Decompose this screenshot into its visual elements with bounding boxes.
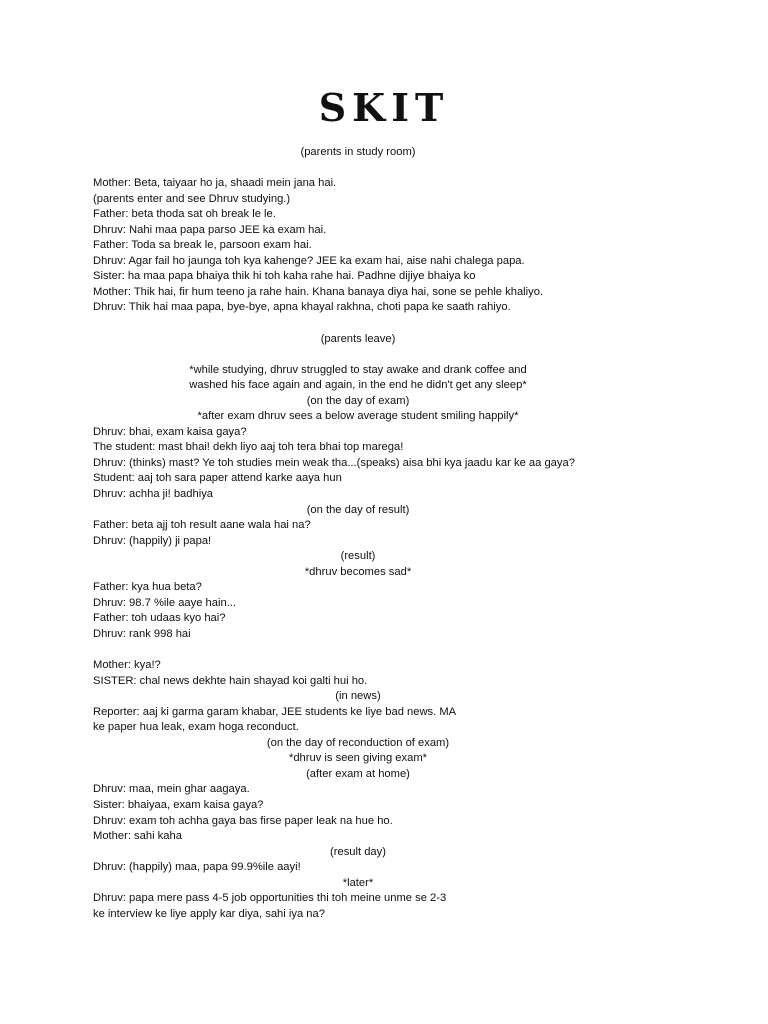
- script-line: Mother: sahi kaha: [93, 830, 182, 843]
- script-line: (on the day of result): [306, 503, 410, 516]
- script-line: Dhruv: Thik hai maa papa, bye-bye, apna khayal rakhna, choti papa ke saath rahiyo.: [93, 301, 511, 314]
- script-line: Father: kya hua beta?: [93, 581, 202, 594]
- script-line: Father: beta thoda sat oh break le le.: [93, 208, 276, 221]
- script-line: Dhruv: 98.7 %ile aaye hain...: [93, 596, 237, 609]
- script-line: *after exam dhruv sees a below average student smiling happily*: [197, 410, 519, 423]
- script-body: [93, 145, 623, 922]
- script-line: Dhruv: (thinks) mast? Ye toh studies mein weak tha...(speaks) aisa bhi kya jaadu kar ke aa gaya?: [93, 456, 575, 469]
- script-line: (on the day of exam): [306, 394, 410, 407]
- script-line: *dhruv is seen giving exam*: [288, 752, 428, 765]
- script-line: (in news): [335, 690, 381, 703]
- blank-line: [93, 347, 623, 363]
- script-line: *later*: [342, 876, 374, 889]
- script-line: ke interview ke liye apply kar diya, sahi iya na?: [93, 907, 325, 920]
- script-line: Father: toh udaas kyo hai?: [93, 612, 226, 625]
- blank-line: [93, 161, 623, 177]
- script-line: (on the day of reconduction of exam): [266, 736, 450, 749]
- script-line: The student: mast bhai! dekh liyo aaj toh tera bhai top marega!: [93, 441, 404, 454]
- script-line: Mother: Thik hai, fir hum teeno ja rahe hain. Khana banaya diya hai, sone se pehle khaliyo.: [93, 285, 544, 298]
- script-line: *dhruv becomes sad*: [304, 565, 412, 578]
- script-line: Dhruv: rank 998 hai: [93, 627, 191, 640]
- page-title: SKIT: [318, 85, 450, 130]
- script-line: Mother: kya!?: [93, 659, 161, 672]
- blank-line: [93, 316, 623, 332]
- script-line: (result day): [330, 845, 386, 858]
- script-line: SISTER: chal news dekhte hain shayad koi galti hui ho.: [93, 674, 368, 687]
- script-line: Dhruv: (happily) maa, papa 99.9%ile aayi!: [93, 861, 301, 874]
- blank-line: [93, 643, 623, 659]
- script-line: Dhruv: Nahi maa papa parso JEE ka exam hai.: [93, 223, 327, 236]
- script-line: *while studying, dhruv struggled to stay awake and drank coffee and: [189, 363, 527, 376]
- script-line: Dhruv: papa mere pass 4-5 job opportunities thi toh meine unme se 2-3: [93, 892, 447, 905]
- script-line: Dhruv: Agar fail ho jaunga toh kya kahenge? JEE ka exam hai, aise nahi chalega papa.: [93, 254, 525, 267]
- script-line: (after exam at home): [306, 767, 410, 780]
- script-line: Sister: ha maa papa bhaiya thik hi toh kaha rahe hai. Padhne dijiye bhaiya ko: [93, 270, 476, 283]
- script-line: Sister: bhaiyaa, exam kaisa gaya?: [93, 798, 264, 811]
- script-line: Dhruv: achha ji! badhiya: [93, 488, 214, 501]
- script-line: Dhruv: (happily) ji papa!: [93, 534, 212, 547]
- script-line: Dhruv: bhai, exam kaisa gaya?: [93, 425, 247, 438]
- script-line: washed his face again and again, in the end he didn't get any sleep*: [189, 379, 527, 392]
- script-line: Father: beta ajj toh result aane wala hai na?: [93, 519, 311, 532]
- script-line: Dhruv: exam toh achha gaya bas firse paper leak na hue ho.: [93, 814, 393, 827]
- script-line: (parents leave): [320, 332, 396, 345]
- script-line: (parents in study room): [300, 146, 416, 158]
- script-line: Mother: Beta, taiyaar ho ja, shaadi mein jana hai.: [93, 177, 337, 190]
- script-line: Student: aaj toh sara paper attend karke aaya hun: [93, 472, 342, 485]
- script-line: Reporter: aaj ki garma garam khabar, JEE students ke liye bad news. MA: [93, 705, 457, 718]
- script-line: Dhruv: maa, mein ghar aagaya.: [93, 783, 250, 796]
- script-line: (parents enter and see Dhruv studying.): [93, 192, 291, 205]
- script-line: Father: Toda sa break le, parsoon exam hai.: [93, 239, 312, 252]
- script-line: ke paper hua leak, exam hoga reconduct.: [93, 721, 299, 734]
- script-line: (result): [340, 550, 376, 563]
